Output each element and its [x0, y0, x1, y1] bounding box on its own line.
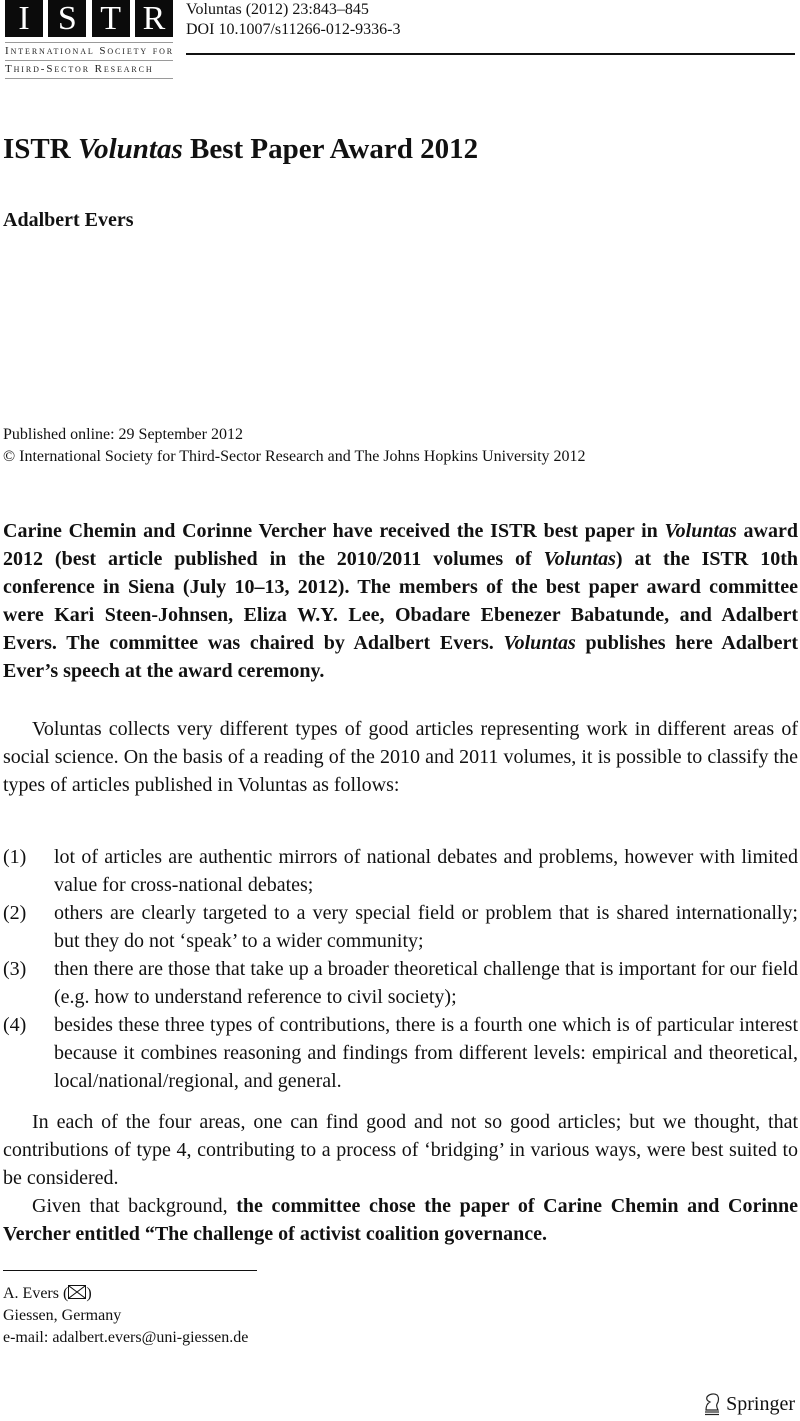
intro-paragraph: Carine Chemin and Corinne Vercher have received the ISTR best paper in Voluntas award 2012 (best article published in the 2010/2011 volumes of Voluntas) at the ISTR 10th conference in Siena (July 10–13, 2012). The members of the best paper award committee were Kari Steen-Johnsen, Eliza W.Y. Lee, Obadare Ebenezer Babatunde, and Adalbert Evers. The committee was chaired by Adalbert Evers. Voluntas publishes here Adalbert Ever’s speech at the award ceremony.	[3, 520, 798, 682]
published-online-date: Published online: 29 September 2012	[3, 426, 243, 443]
body-paragraph-3: Given that background, the committee chose the paper of Carine Chemin and Corinne Vercher entitled “The challenge of activist coalition governance.	[3, 1195, 799, 1245]
logo-letter-r: R	[135, 0, 173, 37]
publisher-name: Springer	[726, 1393, 795, 1415]
author-name: Adalbert Evers	[3, 209, 134, 231]
footnote-author-line: A. Evers ( )	[3, 1285, 92, 1302]
author-footnote	[3, 1283, 248, 1349]
list-item: (2) others are clearly targeted to a very special field or problem that is shared internationally; but they do not ‘speak’ to a wider community;	[3, 899, 798, 955]
list-item: (3) then there are those that take up a broader theoretical challenge that is important for our field (e.g. how to understand reference to civil society);	[3, 955, 798, 1011]
body-paragraph-2: In each of the four areas, one can find good and not so good articles; but we thought, that contributions of type 4, contributing to a process of ‘bridging’ in various ways, were best suited to be considered.	[3, 1111, 798, 1189]
journal-name-italic: Voluntas	[77, 133, 183, 165]
copyright-notice: © International Society for Third-Sector Research and The Johns Hopkins University 2012	[3, 448, 586, 465]
logo-letter-s: S	[48, 0, 86, 37]
footnote-email[interactable]: e-mail: adalbert.evers@uni-giessen.de	[3, 1329, 249, 1346]
list-number: (1)	[3, 846, 27, 868]
doi[interactable]: DOI 10.1007/s11266-012-9336-3	[186, 21, 401, 38]
logo-letter-t: T	[92, 0, 130, 37]
istr-logo	[5, 0, 173, 80]
logo-letter-boxes	[5, 0, 173, 37]
logo-rule	[5, 78, 173, 79]
list-number: (2)	[3, 902, 27, 924]
header-rule	[186, 53, 795, 55]
list-item: (4) besides these three types of contributions, there is a fourth one which is of particular interest because it combines reasoning and findings from different levels: empirical and theoretical, local/national/regional, and general.	[3, 1011, 798, 1095]
publication-info	[3, 424, 586, 468]
citation: Voluntas (2012) 23:843–845	[186, 1, 369, 18]
footnote-rule	[3, 1270, 257, 1271]
article-title: ISTR Voluntas Best Paper Award 2012	[3, 133, 479, 165]
envelope-icon[interactable]	[68, 1285, 86, 1299]
journal-meta	[186, 0, 401, 40]
list-item: (1) lot of articles are authentic mirrors of national debates and problems, however with limited value for cross-national debates;	[3, 843, 798, 899]
body-paragraph-1: Voluntas collects very different types of good articles representing work in different areas of social science. On the basis of a reading of the 2010 and 2011 volumes, it is possible to classify the types of articles published in Voluntas as follows:	[3, 718, 798, 796]
logo-rule	[5, 60, 173, 61]
article-type-list	[3, 843, 798, 1095]
logo-letter-i: I	[5, 0, 43, 37]
logo-line-1: International Society for	[5, 45, 174, 57]
list-number: (3)	[3, 958, 27, 980]
publisher-logo	[702, 1391, 795, 1417]
list-number: (4)	[3, 1014, 27, 1036]
springer-knight-icon	[702, 1392, 722, 1416]
footnote-location: Giessen, Germany	[3, 1307, 122, 1324]
logo-line-2: Third-Sector Research	[5, 63, 154, 75]
logo-rule	[5, 42, 173, 43]
